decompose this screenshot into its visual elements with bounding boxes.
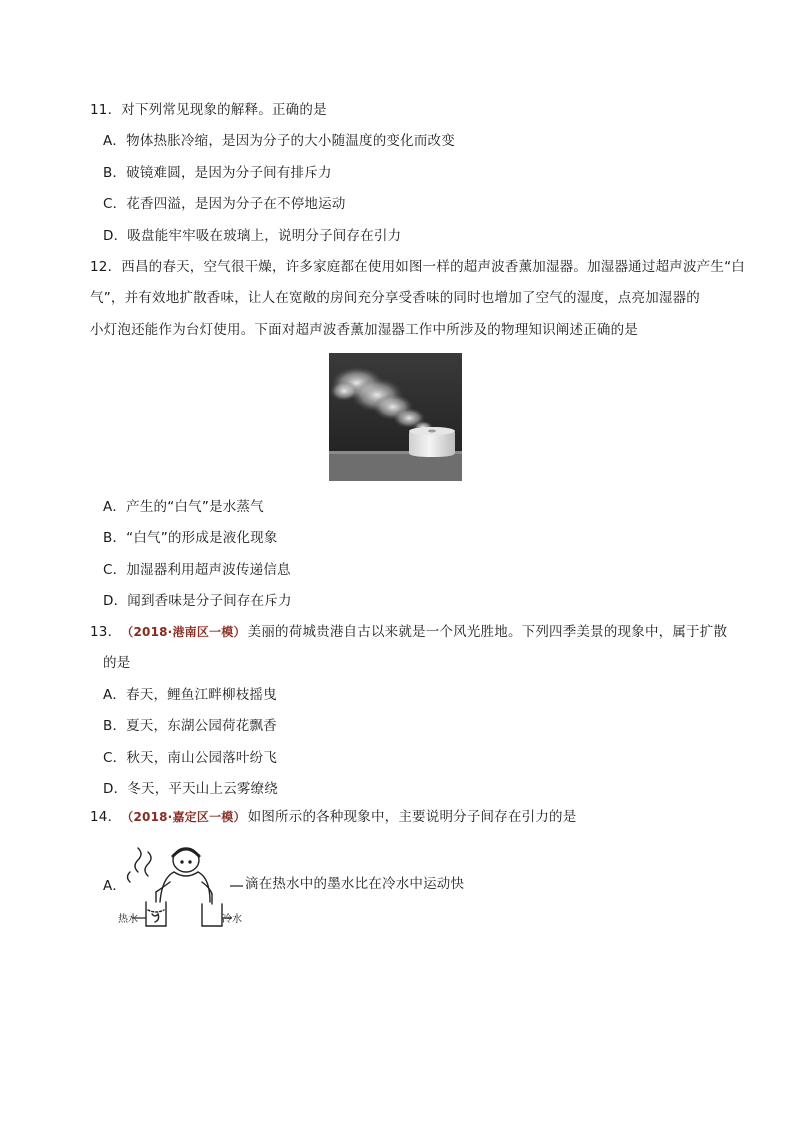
q13-option-d: D．冬天，平天山上云雾缭绕 (103, 781, 278, 797)
cold-water-label: 冷水 (222, 914, 242, 925)
hot-water-label: 热水 (118, 914, 138, 925)
q13-option-a: A．春天，鲤鱼江畔柳枝摇曳 (103, 687, 277, 703)
q13-stem-line1 (90, 622, 727, 642)
q13-stem-line2: 的是 (103, 655, 131, 671)
q13-source-tag: （2018·港南区一模） (121, 625, 246, 639)
q14-stem-text: 如图所示的各种现象中，主要说明分子间存在引力的是 (247, 809, 577, 825)
q11-option-d: D．吸盘能牢牢吸在玻璃上，说明分子间存在引力 (103, 228, 402, 244)
q12-stem-line1: 12．西昌的春天，空气很干燥，许多家庭都在使用如图一样的超声波香薰加湿器。加湿器通过超声波产生“白 (90, 259, 745, 275)
q12-stem-line3: 小灯泡还能作为台灯使用。下面对超声波香薰加湿器工作中所涉及的物理知识阐述正确的是 (90, 322, 638, 338)
q12-option-b: B．“白气”的形成是液化现象 (103, 530, 278, 546)
q14-option-a-letter: A． (103, 878, 127, 894)
q11-stem: 11．对下列常见现象的解释。正确的是 (90, 102, 327, 118)
q12-option-c: C．加湿器利用超声波传递信息 (103, 562, 291, 578)
ink-diffusion-drawing (118, 842, 243, 930)
q11-option-c: C．花香四溢，是因为分子在不停地运动 (103, 196, 346, 212)
q14-source-tag: （2018·嘉定区一模） (121, 810, 246, 824)
humidifier-photo-graphic (329, 353, 462, 481)
q12-option-d: D．闻到香味是分子间存在斥力 (103, 593, 292, 609)
humidifier-photo (329, 353, 462, 481)
q13-option-b: B．夏天，东湖公园荷花飘香 (103, 718, 277, 734)
q14-option-a-text: 滴在热水中的墨水比在冷水中运动快 (245, 876, 465, 892)
q13-option-c: C．秋天，南山公园落叶纷飞 (103, 750, 278, 766)
q14-stem-line (90, 807, 576, 827)
q13-stem-text: 美丽的荷城贵港自古以来就是一个风光胜地。下列四季美景的现象中，属于扩散 (247, 624, 728, 640)
q12-option-a: A．产生的“白气”是水蒸气 (103, 499, 264, 515)
q13-number: 13． (90, 624, 122, 640)
q11-option-a: A．物体热胀冷缩，是因为分子的大小随温度的变化而改变 (103, 133, 455, 149)
q14-number: 14． (90, 809, 122, 825)
q12-stem-line2: 气”，并有效地扩散香味，让人在宽敞的房间充分享受香味的同时也增加了空气的湿度，点亮加湿器的 (90, 290, 700, 306)
q11-option-b: B．破镜难圆，是因为分子间有排斥力 (103, 165, 332, 181)
ink-diffusion-figure (118, 842, 243, 930)
